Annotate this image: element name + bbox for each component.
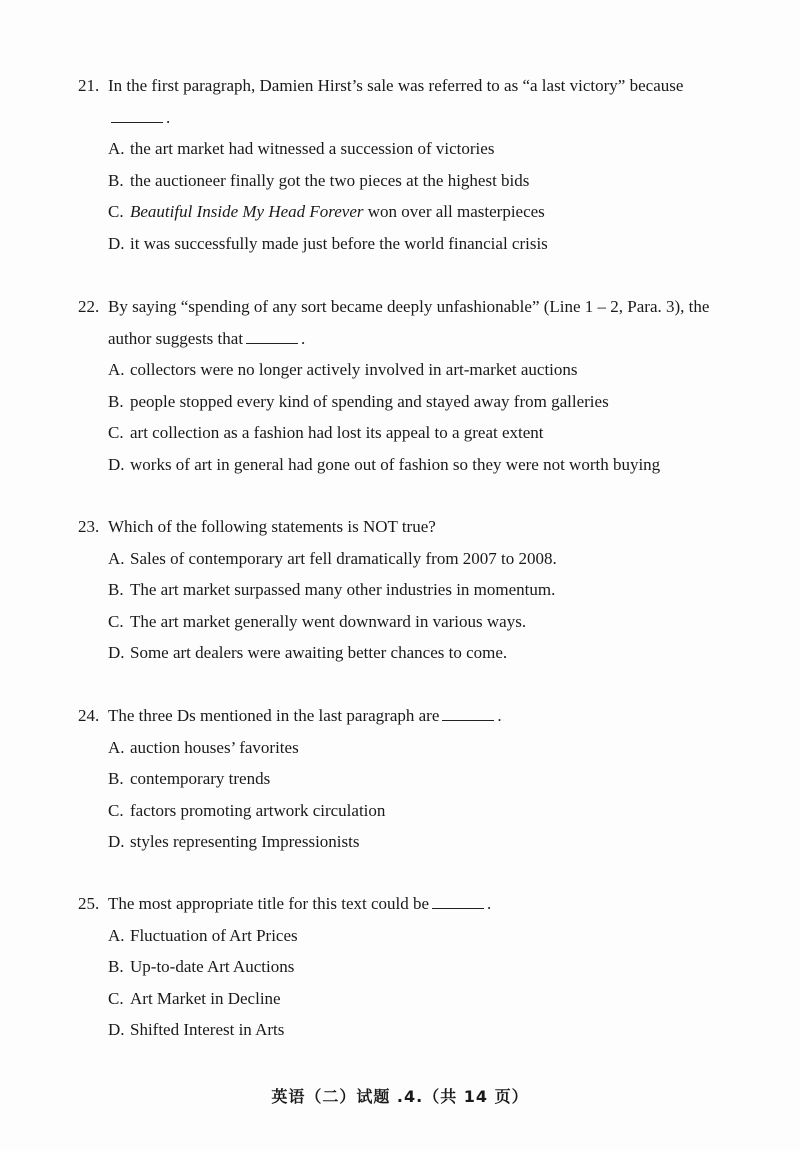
option-letter: B. [108, 170, 124, 190]
option-list [78, 543, 718, 669]
question-stem [78, 291, 718, 354]
question-23 [78, 511, 718, 669]
option-c [78, 196, 718, 228]
question-stem [78, 888, 718, 920]
question-22 [78, 291, 718, 480]
answer-blank [246, 329, 298, 344]
question-stem [78, 700, 718, 732]
option-d [78, 449, 718, 481]
question-text-end: . [487, 894, 492, 913]
option-a [78, 920, 718, 952]
option-a [78, 133, 718, 165]
option-text: collectors were no longer actively involved in art-market auctions [130, 360, 578, 379]
question-text-end: . [497, 706, 502, 725]
option-text: The art market surpassed many other industries in momentum. [130, 580, 556, 599]
option-text: it was successfully made just before the world financial crisis [130, 233, 548, 253]
option-text: auction houses’ favorites [130, 737, 299, 757]
answer-blank [111, 108, 163, 123]
option-a [78, 354, 718, 386]
option-b [78, 386, 718, 418]
option-b [78, 951, 718, 983]
option-c [78, 795, 718, 827]
option-text: Fluctuation of Art Prices [130, 925, 298, 945]
option-text: Up-to-date Art Auctions [130, 957, 295, 976]
option-letter: B. [108, 957, 124, 976]
question-24 [78, 700, 718, 858]
question-text: By saying “spending of any sort became deeply unfashionable” (Line 1 – 2, Para. 3), the author suggests that [108, 297, 710, 348]
option-letter: C. [108, 202, 124, 221]
option-d [78, 1014, 718, 1046]
option-letter: C. [108, 423, 124, 442]
option-b [78, 763, 718, 795]
option-a [78, 732, 718, 764]
option-text: contemporary trends [130, 769, 271, 788]
question-number: 25. [78, 894, 100, 913]
question-25 [78, 888, 718, 1046]
question-stem [78, 70, 718, 133]
question-number: 21. [78, 76, 100, 95]
option-letter: A. [108, 548, 125, 568]
option-letter: B. [108, 580, 124, 599]
option-text: won over all masterpieces [363, 202, 545, 221]
option-letter: C. [108, 800, 124, 820]
question-text: The most appropriate title for this text could be [108, 894, 430, 913]
option-list [78, 920, 718, 1046]
question-number: 23. [78, 517, 100, 536]
question-number: 24. [78, 706, 100, 725]
question-text-end: . [166, 107, 171, 127]
option-letter: A. [108, 360, 125, 379]
option-letter: A. [108, 737, 125, 757]
question-stem [78, 511, 718, 543]
option-letter: D. [108, 1020, 125, 1039]
option-text: the auctioneer finally got the two pieces at the highest bids [130, 170, 530, 190]
option-letter: A. [108, 925, 125, 945]
option-letter: B. [108, 769, 124, 788]
option-letter: B. [108, 391, 124, 411]
option-text: people stopped every kind of spending and stayed away from galleries [130, 391, 609, 411]
question-text: The three Ds mentioned in the last paragraph are [108, 706, 440, 725]
option-text: Shifted Interest in Arts [130, 1020, 285, 1039]
option-text: works of art in general had gone out of fashion so they were not worth buying [130, 454, 661, 474]
option-c [78, 417, 718, 449]
question-number: 22. [78, 297, 100, 316]
option-text: the art market had witnessed a succession of victories [130, 139, 495, 158]
option-d [78, 637, 718, 669]
option-letter: D. [108, 454, 125, 474]
option-d [78, 826, 718, 858]
question-text: In the first paragraph, Damien Hirst’s sale was referred to as “a last victory” because [108, 76, 684, 95]
answer-blank [442, 706, 494, 721]
option-list [78, 133, 718, 259]
option-b [78, 165, 718, 197]
question-21 [78, 70, 718, 259]
option-title-italic: Beautiful Inside My Head Forever [130, 202, 364, 221]
option-d [78, 228, 718, 260]
option-text: Art Market in Decline [130, 988, 281, 1008]
option-c [78, 983, 718, 1015]
option-b [78, 574, 718, 606]
option-text: Sales of contemporary art fell dramatically from 2007 to 2008. [130, 548, 557, 568]
option-text: factors promoting artwork circulation [130, 800, 386, 820]
option-list [78, 354, 718, 480]
answer-blank [432, 894, 484, 909]
question-text-end: . [301, 328, 306, 348]
option-letter: C. [108, 988, 124, 1008]
option-text: art collection as a fashion had lost its appeal to a great extent [130, 423, 544, 442]
option-letter: D. [108, 832, 125, 851]
option-c [78, 606, 718, 638]
option-letter: A. [108, 139, 125, 158]
option-text: Some art dealers were awaiting better chances to come. [130, 643, 508, 662]
option-text: The art market generally went downward in various ways. [130, 611, 527, 631]
option-list [78, 732, 718, 858]
option-text: styles representing Impressionists [130, 832, 360, 851]
option-letter: D. [108, 233, 125, 253]
page-footer: 英语（二）试题 .4.（共 14 页） [271, 1087, 529, 1106]
question-text: Which of the following statements is NOT true? [108, 517, 436, 536]
option-letter: C. [108, 611, 124, 631]
option-a [78, 543, 718, 575]
option-letter: D. [108, 643, 125, 662]
